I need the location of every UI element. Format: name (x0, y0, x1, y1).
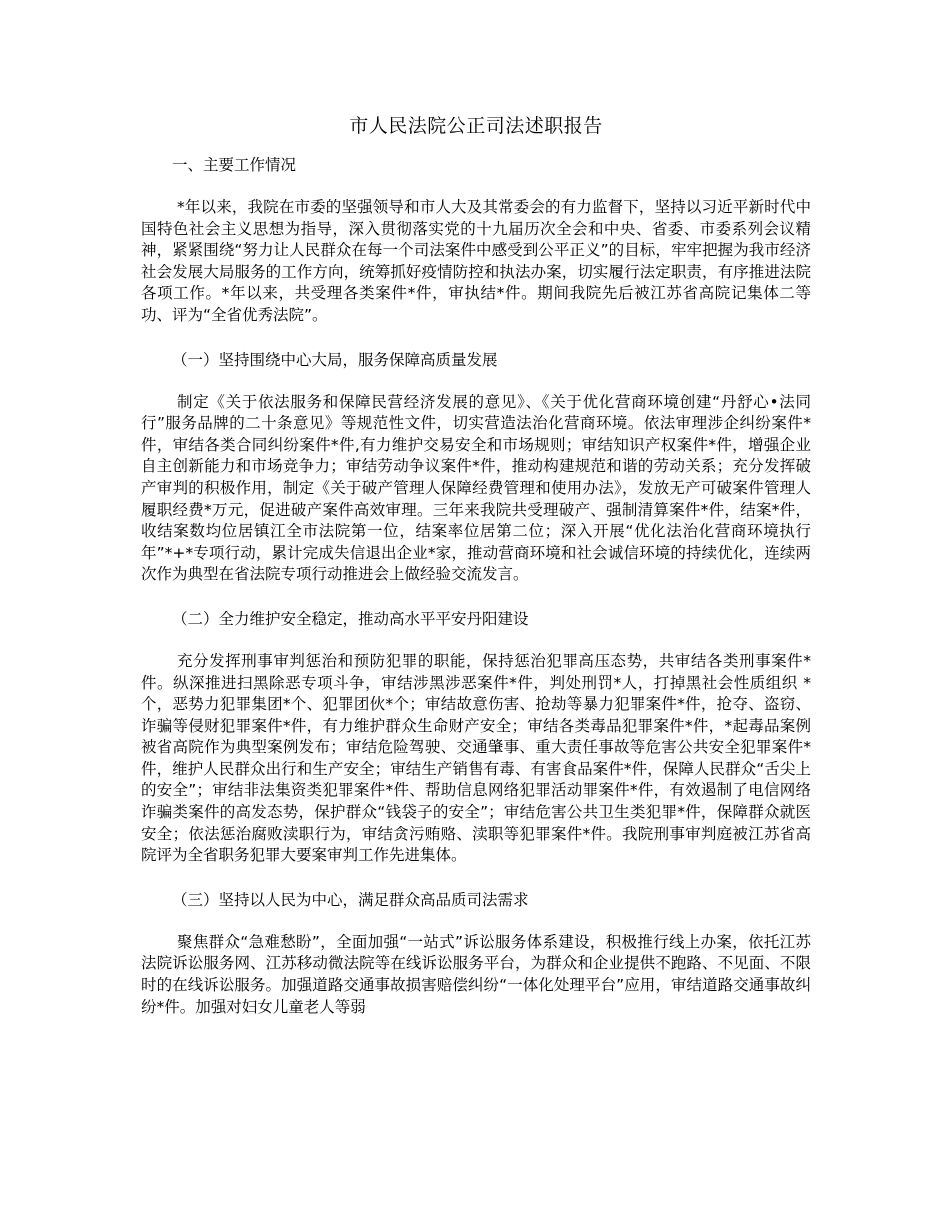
document-page (141, 112, 811, 1039)
subsection-paragraph-1: 制定《关于依法服务和保障民营经济发展的意见》、《关于优化营商环境创建“丹舒心•法同行”服务品牌的二十条意见》等规范性文件，切实营造法治化营商环境。依法审理涉企纠纷案件*件，审结各类合同纠纷案件*件,有力维护交易安全和市场规则；审结知识产权案件*件，增强企业自主创新能力和市场竞争力；审结劳动争议案件*件，推动构建规范和谐的劳动关系；充分发挥破产审判的积极作用，制定《关于破产管理人保障经费管理和使用办法》，发放无产可破案件管理人履职经费*万元，促进破产案件高效审理。三年来我院共受理破产、强制清算案件*件，结案*件，收结案数均位居镇江全市法院第一位，结案率位居第二位；深入开展“优化法治化营商环境执行年”*+*专项行动，累计完成失信退出企业*家，推动营商环境和社会诚信环境的持续优化，连续两次作为典型在省法院专项行动推进会上做经验交流发言。 (141, 392, 811, 584)
document-title: 市人民法院公正司法述职报告 (349, 115, 603, 137)
subsection-paragraph-3: 聚焦群众“急难愁盼”，全面加强“一站式”诉讼服务体系建设，积极推行线上办案，依托江苏法院诉讼服务网、江苏移动微法院等在线诉讼服务平台，为群众和企业提供不跑路、不见面、不限时的在线诉讼服务。加强道路交通事故损害赔偿纠纷“一体化处理平台”应用，审结道路交通事故纠纷*件。加强对妇女儿童老人等弱 (141, 932, 811, 1016)
subsection-heading-2: （二）全力维护安全稳定，推动高水平平安丹阳建设 (172, 609, 529, 628)
subsection-heading-1: （一）坚持围绕中心大局，服务保障高质量发展 (172, 350, 498, 369)
subsection-heading-3: （三）坚持以人民为中心，满足群众高品质司法需求 (172, 890, 529, 909)
intro-paragraph: *年以来，我院在市委的坚强领导和市人大及其常委会的有力监督下，坚持以习近平新时代中国特色社会主义思想为指导，深入贯彻落实党的十九届历次全会和中央、省委、市委系列会议精神，紧紧围绕“努力让人民群众在每一个司法案件中感受到公平正义”的目标，牢牢把握为我市经济社会发展大局服务的工作方向，统筹抓好疫情防控和执法办案，切实履行法定职责，有序推进法院各项工作。*年以来，共受理各类案件*件，审执结*件。期间我院先后被江苏省高院记集体二等功、评为“全省优秀法院”。 (141, 198, 811, 324)
section-heading-main-work: 一、主要工作情况 (172, 156, 297, 174)
subsection-paragraph-2: 充分发挥刑事审判惩治和预防犯罪的职能，保持惩治犯罪高压态势，共审结各类刑事案件*件。纵深推进扫黑除恶专项斗争，审结涉黑涉恶案件*件，判处刑罚*人，打掉黑社会性质组织 * 个，恶势力犯罪集团*个、犯罪团伙*个；审结故意伤害、抢劫等暴力犯罪案件*件，抢夺、盗窃、诈骗等侵财犯罪案件*件，有力维护群众生命财产安全；审结各类毒品犯罪案件*件，*起毒品案例被省高院作为典型案例发布；审结危险驾驶、交通肇事、重大责任事故等危害公共安全犯罪案件*件，维护人民群众出行和生产安全；审结生产销售有毒、有害食品案件*件，保障人民群众“舌尖上的安全”；审结非法集资类犯罪案件*件、帮助信息网络犯罪活动罪案件*件，有效遏制了电信网络诈骗类案件的高发态势，保护群众“钱袋子的安全”；审结危害公共卫生类犯罪*件，保障群众就医安全；依法惩治腐败渎职行为，审结贪污贿赂、渎职等犯罪案件*件。我院刑事审判庭被江苏省高院评为全省职务犯罪大要案审判工作先进集体。 (141, 651, 811, 865)
